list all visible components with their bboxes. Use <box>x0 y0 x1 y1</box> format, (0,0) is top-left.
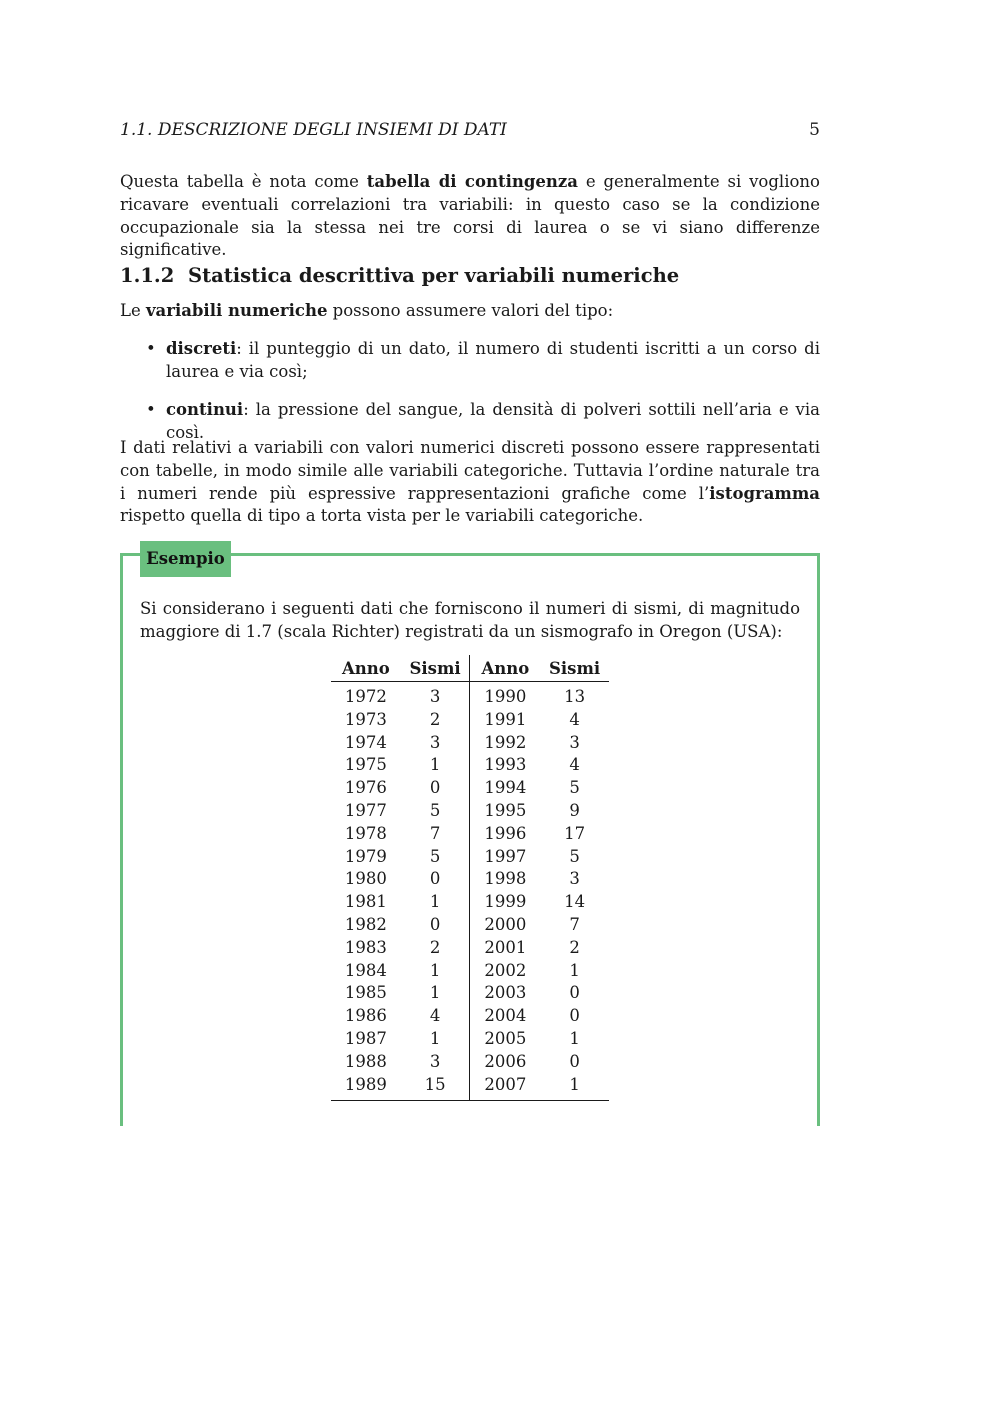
bullet-icon: • <box>146 400 156 419</box>
table-cell: 1992 <box>484 732 527 752</box>
page-number: 5 <box>809 120 820 140</box>
table-row <box>331 891 609 914</box>
table-cell: 1994 <box>484 778 527 798</box>
table-cell: 5 <box>569 846 580 866</box>
table-cell: 1979 <box>344 846 387 866</box>
table-row <box>331 682 609 709</box>
table-cell: 2000 <box>484 914 527 934</box>
discrete-text-1: I dati relativi a variabili con valori numerici discreti possono essere rappresentati con tabelle, in modo simile alle variabili categoriche. Tuttavia l’ordine naturale tra i numeri rende più espressive rappresentazioni grafiche come l’ <box>120 438 820 503</box>
table-cell: 1972 <box>344 687 387 706</box>
table-cell: 1988 <box>344 1051 387 1071</box>
table-cell: 2 <box>569 937 580 957</box>
table-cell: 1987 <box>344 1028 387 1048</box>
table-cell: 1 <box>401 982 470 1005</box>
table-row <box>331 1005 609 1028</box>
discrete-text-2: rispetto quella di tipo a torta vista per le variabili categoriche. <box>120 506 644 526</box>
table-cell: 1990 <box>484 687 527 706</box>
table-row <box>331 937 609 960</box>
table-cell: 1 <box>401 754 470 777</box>
table-cell: 4 <box>569 709 580 729</box>
table-row <box>331 1074 609 1101</box>
table-cell: 14 <box>564 892 586 912</box>
table-cell: 1978 <box>344 823 387 843</box>
table-cell: 3 <box>569 869 580 889</box>
table-row <box>331 823 609 846</box>
section-title: Statistica descrittiva per variabili numeriche <box>188 264 680 287</box>
table-cell: 4 <box>401 1005 470 1028</box>
table-cell: 0 <box>401 777 470 800</box>
table-cell: 1993 <box>484 755 527 775</box>
table-cell: 1975 <box>344 755 387 775</box>
table-cell: 1 <box>540 1074 609 1101</box>
bullet-text: : la pressione del sangue, la densità di polveri sottili nell’aria e via così. <box>166 400 820 442</box>
table-cell: 13 <box>564 687 586 706</box>
lead-text-1: Le <box>120 301 146 320</box>
intro-text-1: Questa tabella è nota come <box>120 172 367 191</box>
table-row <box>331 777 609 800</box>
table-row <box>331 1051 609 1074</box>
table-cell: 1983 <box>344 937 387 957</box>
table-cell: 1986 <box>344 1006 387 1026</box>
table-cell: 2003 <box>484 983 527 1003</box>
column-header: Anno <box>470 655 540 682</box>
bullet-text: : il punteggio di un dato, il numero di studenti iscritti a un corso di laurea e via così; <box>166 339 820 381</box>
table-cell: 0 <box>569 1006 580 1026</box>
table-cell: 17 <box>564 823 586 843</box>
table-cell: 2 <box>401 709 470 732</box>
table-cell: 0 <box>569 983 580 1003</box>
table-cell: 4 <box>569 755 580 775</box>
earthquake-table <box>331 655 609 1101</box>
column-header: Sismi <box>401 655 470 682</box>
table-row <box>331 709 609 732</box>
table-row <box>331 754 609 777</box>
table-cell: 2007 <box>470 1074 540 1101</box>
intro-paragraph <box>120 171 820 262</box>
column-header: Anno <box>331 655 401 682</box>
running-header <box>120 119 820 141</box>
table-cell: 1976 <box>344 778 387 798</box>
table-cell: 2004 <box>484 1006 527 1026</box>
table-cell: 2006 <box>484 1051 527 1071</box>
table-cell: 3 <box>401 732 470 755</box>
example-label: Esempio <box>140 541 231 577</box>
discrete-bold-term: istogramma <box>709 483 820 503</box>
lead-text-2: possono assumere valori del tipo: <box>327 301 614 320</box>
table-cell: 2002 <box>484 960 527 980</box>
table-cell: 1997 <box>484 846 527 866</box>
table-cell: 1973 <box>344 709 387 729</box>
table-cell: 15 <box>401 1074 470 1101</box>
table-cell: 1 <box>569 1028 580 1048</box>
running-title: 1.1. DESCRIZIONE DEGLI INSIEMI DI DATI <box>120 120 507 140</box>
table-cell: 0 <box>569 1051 580 1071</box>
table-row <box>331 914 609 937</box>
bullet-icon: • <box>146 339 156 358</box>
table-row <box>331 1028 609 1051</box>
list-item <box>146 338 820 384</box>
table-row <box>331 846 609 869</box>
table-row <box>331 982 609 1005</box>
table-cell: 1991 <box>484 709 527 729</box>
table-cell: 9 <box>569 800 580 820</box>
table-cell: 1985 <box>344 983 387 1003</box>
table-cell: 1989 <box>331 1074 401 1101</box>
table-cell: 1984 <box>344 960 387 980</box>
table-cell: 3 <box>569 732 580 752</box>
table-cell: 5 <box>569 778 580 798</box>
table-cell: 7 <box>569 914 580 934</box>
table-cell: 3 <box>401 1051 470 1074</box>
table-cell: 1980 <box>344 869 387 889</box>
table-cell: 5 <box>401 846 470 869</box>
table-cell: 1974 <box>344 732 387 752</box>
table-cell: 1996 <box>484 823 527 843</box>
table-header-row <box>331 655 609 682</box>
lead-paragraph <box>120 300 820 323</box>
table-cell: 0 <box>401 868 470 891</box>
section-number: 1.1.2 <box>120 264 175 287</box>
table-row <box>331 960 609 983</box>
bullet-term: discreti <box>166 339 237 358</box>
table-cell: 2001 <box>484 937 527 957</box>
table-row <box>331 800 609 823</box>
table-body <box>331 682 609 1101</box>
table-cell: 5 <box>401 800 470 823</box>
table-cell: 1 <box>401 891 470 914</box>
table-cell: 1 <box>401 960 470 983</box>
table-cell: 1981 <box>344 892 387 912</box>
intro-bold-term: tabella di contingenza <box>366 172 578 191</box>
discrete-paragraph <box>120 437 820 528</box>
section-heading <box>120 263 679 289</box>
bullet-term: continui <box>166 400 244 419</box>
column-header: Sismi <box>540 655 609 682</box>
table-cell: 1999 <box>484 892 527 912</box>
table-cell: 2005 <box>484 1028 527 1048</box>
table-row <box>331 868 609 891</box>
table-cell: 7 <box>401 823 470 846</box>
lead-bold-term: variabili numeriche <box>145 301 328 320</box>
table-cell: 0 <box>401 914 470 937</box>
example-text: Si considerano i seguenti dati che forniscono il numeri di sismi, di magnitudo maggiore di 1.7 (scala Richter) registrati da un sismografo in Oregon (USA): <box>140 599 800 641</box>
intro-text-2: e generalmente si vogliono ricavare eventuali correlazioni tra variabili: in questo caso se la condizione occupazionale sia la stessa nei tre corsi di laurea o se vi siano differenze significative. <box>120 172 820 260</box>
table-cell: 1995 <box>484 800 527 820</box>
table-cell: 2 <box>401 937 470 960</box>
table-cell: 1 <box>401 1028 470 1051</box>
table-cell: 1 <box>569 960 580 980</box>
table-cell: 3 <box>401 682 470 709</box>
table-cell: 1998 <box>484 869 527 889</box>
table-row <box>331 732 609 755</box>
table-cell: 1977 <box>344 800 387 820</box>
table-cell: 1982 <box>344 914 387 934</box>
